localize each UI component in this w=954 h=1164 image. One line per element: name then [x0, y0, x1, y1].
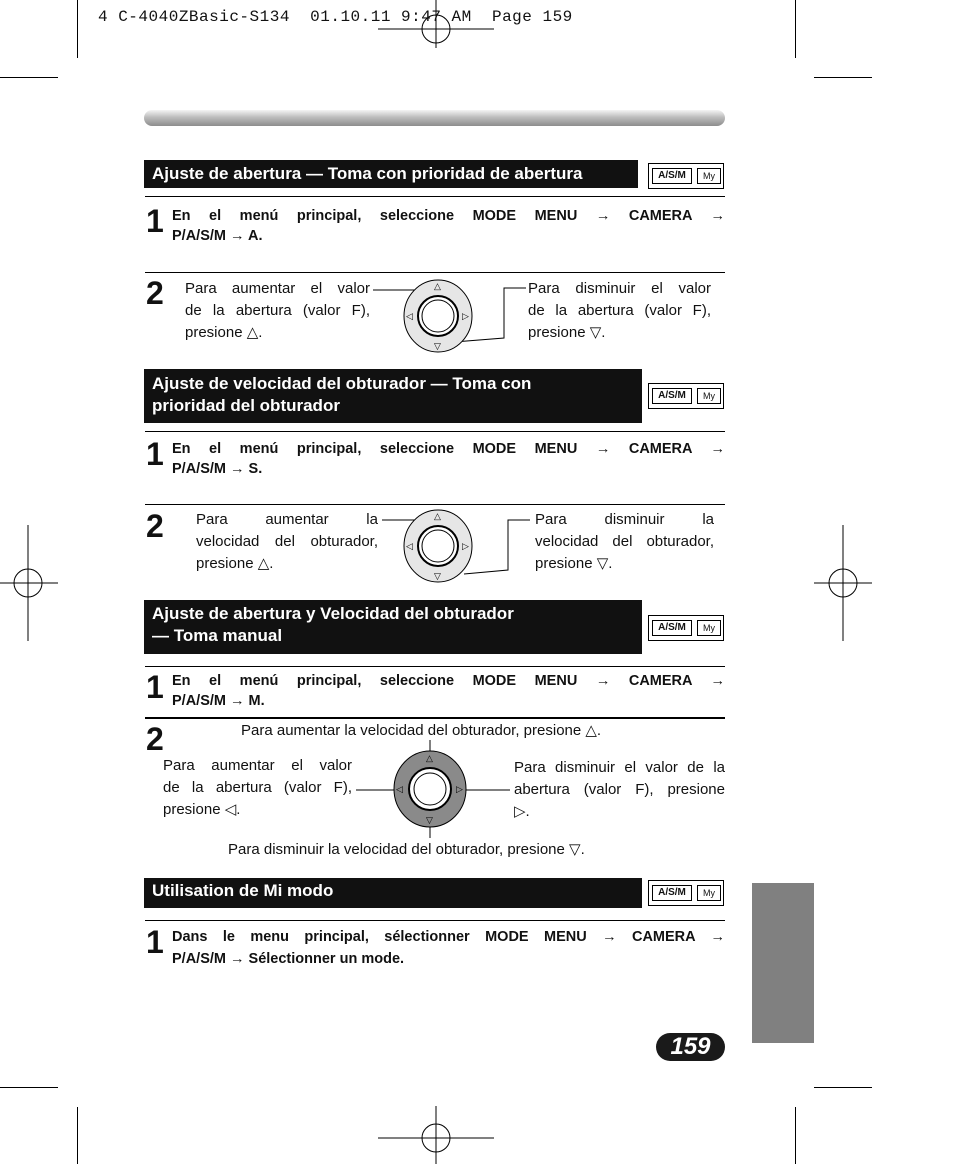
step-number: 1 — [146, 924, 164, 960]
increase-shutter-text: Para aumentar la velocidad del obturador, presione △. — [196, 511, 378, 572]
my-mode-icon: My — [697, 620, 721, 636]
svg-text:△: △ — [426, 753, 433, 763]
section-title-aperture: Ajuste de abertura — Toma con prioridad de abertura — [144, 160, 638, 188]
svg-text:◁: ◁ — [406, 541, 413, 551]
step-number: 1 — [146, 203, 164, 239]
increase-aperture-text: Para aumentar el valor de la abertura (valor F), presione △. — [185, 280, 370, 341]
svg-text:△: △ — [434, 281, 441, 291]
step-number: 2 — [146, 275, 164, 311]
step-number: 2 — [146, 508, 164, 544]
arrow-pad-icon — [352, 740, 512, 840]
chapter-side-tab — [752, 883, 814, 1043]
svg-text:◁: ◁ — [406, 311, 413, 321]
step-instruction: En el menú principal, seleccione MODE MENU → CAMERA → P/A/S/M → S. — [172, 441, 725, 477]
increase-aperture-text: Para aumentar el valor de la abertura (valor F), presione ◁. — [163, 757, 352, 818]
svg-text:▽: ▽ — [434, 341, 441, 351]
registration-mark-left — [0, 525, 60, 641]
svg-text:△: △ — [434, 511, 441, 521]
step-instruction: Dans le menu principal, sélectionner MODE MENU → CAMERA → P/A/S/M → Sélectionner un mode. — [172, 929, 725, 967]
my-mode-icon: My — [697, 885, 721, 901]
svg-text:▽: ▽ — [434, 571, 441, 581]
my-mode-icon: My — [697, 168, 721, 184]
print-slug: 4 C-4040ZBasic-S134 01.10.11 9:47 AM Page 159 — [98, 8, 573, 26]
section-title-my-mode: Utilisation de Mi modo — [144, 878, 642, 908]
step-number: 1 — [146, 436, 164, 472]
section-title-manual: Ajuste de abertura y Velocidad del obturador — Toma manual — [144, 600, 642, 654]
step-number: 1 — [146, 669, 164, 705]
registration-mark-right — [814, 525, 874, 641]
svg-text:▷: ▷ — [456, 784, 463, 794]
svg-text:▷: ▷ — [462, 311, 469, 321]
registration-mark-bottom — [376, 1106, 496, 1164]
step-instruction: En el menú principal, seleccione MODE MENU → CAMERA → P/A/S/M → M. — [172, 673, 725, 709]
decrease-shutter-text: Para disminuir la velocidad del obturador, presione ▽. — [228, 841, 585, 858]
my-mode-icon: My — [697, 388, 721, 404]
increase-shutter-text: Para aumentar la velocidad del obturador, presione △. — [241, 722, 602, 739]
mode-badge: A/S/M My — [648, 163, 724, 189]
decrease-aperture-text: Para disminuir el valor de la abertura (valor F), presione ▷. — [514, 759, 725, 820]
header-bar — [144, 110, 725, 126]
page-number: 159 — [656, 1033, 725, 1061]
step-instruction: En el menú principal, seleccione MODE MENU → CAMERA → P/A/S/M → A. — [172, 208, 725, 244]
decrease-aperture-text: Para disminuir el valor de la abertura (valor F), presione ▽. — [528, 280, 711, 341]
mode-badge: A/S/M My — [648, 383, 724, 409]
arrow-pad-icon — [380, 508, 536, 584]
svg-text:◁: ◁ — [396, 784, 403, 794]
step-number: 2 — [146, 721, 164, 757]
mode-badge: A/S/M My — [648, 615, 724, 641]
svg-text:▽: ▽ — [426, 815, 433, 825]
svg-text:▷: ▷ — [462, 541, 469, 551]
section-title-shutter: Ajuste de velocidad del obturador — Toma con prioridad del obturador — [144, 369, 642, 423]
arrow-pad-icon — [370, 278, 530, 354]
mode-badge: A/S/M My — [648, 880, 724, 906]
decrease-shutter-text: Para disminuir la velocidad del obturador, presione ▽. — [535, 511, 714, 572]
